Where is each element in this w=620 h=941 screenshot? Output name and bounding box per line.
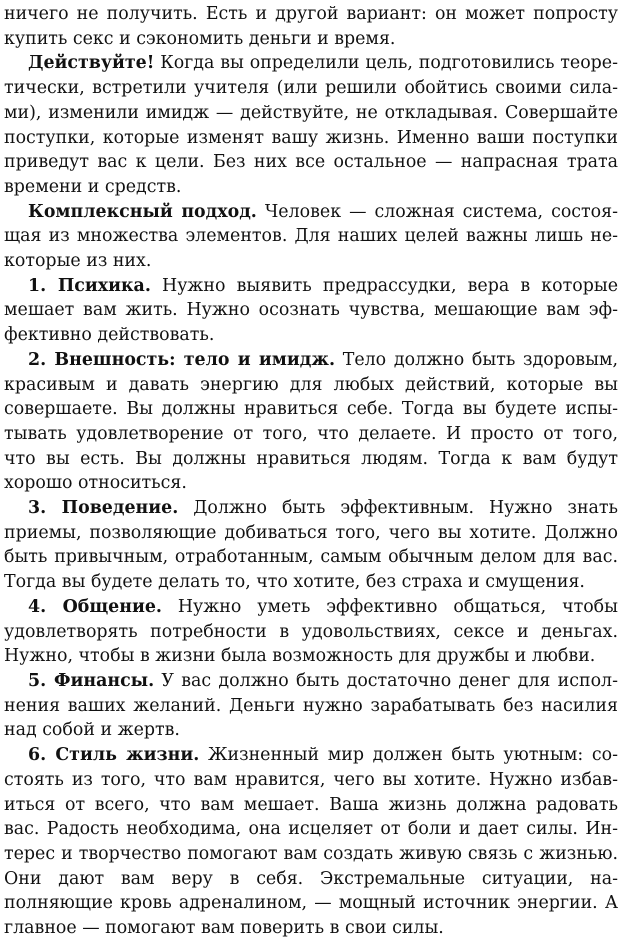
paragraph-text: Когда вы определили цель, подготовились теоретически, встретили учителя (или решили обойтись своими силами), изменили имидж — действуйте, не откладывая. Совершайте поступки, которые изменят вашу жизнь. Именно ваши поступки приведут вас к цели. Без них все остальное — напрасная трата времени и средств. <box>4 53 618 197</box>
paragraph-lifestyle <box>4 743 618 941</box>
paragraph-heading: Действуйте! <box>28 53 155 74</box>
paragraph-text: Нужно выявить предрассудки, вера в которые мешает вам жить. Нужно осознать чувства, мешающие вам эффективно действовать. <box>4 275 618 346</box>
paragraph-text: Человек — сложная система, состоящая из множества элементов. Для наших целей важны лишь некоторые из них. <box>4 201 618 272</box>
paragraph-behavior <box>4 496 618 595</box>
paragraph-continuation <box>4 2 618 51</box>
paragraph-heading: 2. Внешность: тело и имидж. <box>28 349 336 370</box>
paragraph-text: ничего не получить. Есть и другой вариант: он может попросту купить секс и сэкономить деньги и время. <box>4 4 618 49</box>
paragraph-heading: Комплексный подход. <box>28 201 257 222</box>
paragraph-heading: 4. Общение. <box>28 596 162 617</box>
paragraph-text: Должно быть эффективным. Нужно знать приемы, позволяющие добиваться того, чего вы хотите. Должно быть привычным, отработанным, самым обычным делом для вас. Тогда вы будете делать то, что хотите, без страха и смущения. <box>4 498 619 593</box>
paragraph-text: У вас должно быть достаточно денег для исполнения ваших желаний. Деньги нужно зарабатывать без насилия над собой и жертв. <box>4 670 618 741</box>
paragraph-appearance <box>4 348 618 496</box>
paragraph-heading: 1. Психика. <box>28 275 151 296</box>
paragraph-text: Жизненный мир должен быть уютным: состоять из того, что вам нравится, чего вы хотите. Нужно избавиться от всего, что вам мешает. Ваша жизнь должна радовать вас. Радость необходима, она исцеляет от боли и дает силы. Интерес и творчество помогают вам создать живую связь с жизнью. Они дают вам веру в себя. Экстремальные ситуации, наполняющие кровь адреналином, — мощный источник энергии. А главное — помогают вам поверить в свои силы. <box>4 745 618 939</box>
paragraph-heading: 6. Стиль жизни. <box>28 745 200 766</box>
paragraph-finances <box>4 669 618 743</box>
paragraph-communication <box>4 595 618 669</box>
paragraph-text: Тело должно быть здоровым, красивым и давать энергию для любых действий, которые вы совершаете. Вы должны нравиться себе. Тогда вы будете испытывать удовлетворение от того, что делаете. И просто от того, что вы есть. Вы должны нравиться людям. Тогда к вам будут хорошо относиться. <box>4 349 618 494</box>
paragraph-act <box>4 51 618 199</box>
paragraph-heading: 5. Финансы. <box>28 670 155 691</box>
paragraph-heading: 3. Поведение. <box>28 498 179 519</box>
paragraph-complex-approach <box>4 200 618 274</box>
paragraph-psyche <box>4 274 618 348</box>
paragraph-text: Нужно уметь эффективно общаться, чтобы удовлетворять потребности в удовольствиях, сексе и деньгах. Нужно, чтобы в жизни была возможность для дружбы и любви. <box>4 596 618 667</box>
